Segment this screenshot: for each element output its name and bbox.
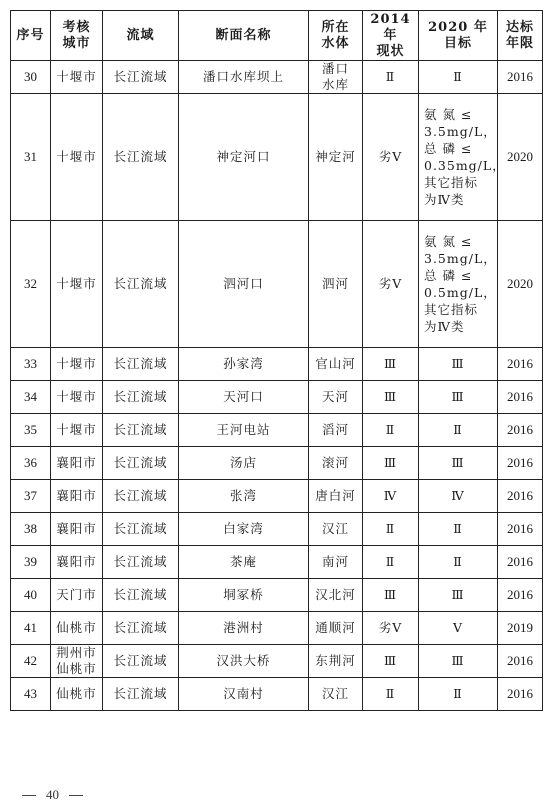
- cell-city: 十堰市: [51, 94, 103, 221]
- cell-water: 通顺河: [309, 612, 363, 645]
- cell-water: 汉北河: [309, 579, 363, 612]
- cell-section: 汉洪大桥: [179, 645, 309, 678]
- cell-status: Ⅲ: [363, 348, 419, 381]
- cell-no: 35: [11, 414, 51, 447]
- cell-basin: 长江流域: [103, 645, 179, 678]
- cell-basin: 长江流域: [103, 381, 179, 414]
- page-number: 40: [46, 787, 59, 802]
- cell-target: Ⅲ: [419, 381, 498, 414]
- cell-deadline: 2019: [498, 612, 543, 645]
- cell-status: 劣Ⅴ: [363, 221, 419, 348]
- cell-status: Ⅱ: [363, 513, 419, 546]
- cell-no: 43: [11, 678, 51, 711]
- cell-city: 十堰市: [51, 221, 103, 348]
- cell-target: Ⅲ: [419, 645, 498, 678]
- cell-water: 东荆河: [309, 645, 363, 678]
- cell-status: 劣Ⅴ: [363, 94, 419, 221]
- cell-target: Ⅱ: [419, 678, 498, 711]
- cell-no: 33: [11, 348, 51, 381]
- cell-status: 劣Ⅴ: [363, 612, 419, 645]
- cell-deadline: 2016: [498, 61, 543, 94]
- cell-basin: 长江流域: [103, 61, 179, 94]
- table-row: [11, 645, 543, 678]
- cell-target: Ⅱ: [419, 546, 498, 579]
- cell-deadline: 2020: [498, 94, 543, 221]
- cell-basin: 长江流域: [103, 414, 179, 447]
- cell-water: 滔河: [309, 414, 363, 447]
- table-row: [11, 612, 543, 645]
- cell-section: 张湾: [179, 480, 309, 513]
- cell-status: Ⅱ: [363, 678, 419, 711]
- water-quality-table: [10, 10, 543, 711]
- table-row: [11, 221, 543, 348]
- header-water: 所在 水体: [309, 11, 363, 61]
- cell-status: Ⅳ: [363, 480, 419, 513]
- cell-city: 襄阳市: [51, 513, 103, 546]
- table-body: [11, 61, 543, 711]
- cell-section: 泗河口: [179, 221, 309, 348]
- cell-no: 39: [11, 546, 51, 579]
- cell-water: 唐白河: [309, 480, 363, 513]
- cell-section: 茶庵: [179, 546, 309, 579]
- table-row: [11, 447, 543, 480]
- cell-target: Ⅱ: [419, 414, 498, 447]
- table-row: [11, 61, 543, 94]
- cell-target: Ⅲ: [419, 579, 498, 612]
- cell-water: 官山河: [309, 348, 363, 381]
- cell-city: 襄阳市: [51, 480, 103, 513]
- table-row: [11, 348, 543, 381]
- cell-no: 34: [11, 381, 51, 414]
- table-row: [11, 414, 543, 447]
- cell-status: Ⅲ: [363, 645, 419, 678]
- cell-section: 白家湾: [179, 513, 309, 546]
- cell-deadline: 2016: [498, 645, 543, 678]
- cell-no: 40: [11, 579, 51, 612]
- cell-city: 仙桃市: [51, 678, 103, 711]
- cell-basin: 长江流域: [103, 612, 179, 645]
- cell-target: 氨 氮 ≤ 3.5mg/L， 总 磷 ≤ 0.5mg/L， 其它指标 为Ⅳ类: [419, 221, 498, 348]
- cell-city: 襄阳市: [51, 447, 103, 480]
- footer-dash-left: [22, 795, 36, 796]
- cell-section: 汉南村: [179, 678, 309, 711]
- cell-target: 氨 氮 ≤ 3.5mg/L， 总 磷 ≤ 0.35mg/L， 其它指标 为Ⅳ类: [419, 94, 498, 221]
- table-row: [11, 546, 543, 579]
- header-city: 考核 城市: [51, 11, 103, 61]
- cell-deadline: 2020: [498, 221, 543, 348]
- cell-water: 天河: [309, 381, 363, 414]
- cell-water: 汉江: [309, 678, 363, 711]
- cell-section: 王河电站: [179, 414, 309, 447]
- cell-city: 天门市: [51, 579, 103, 612]
- header-target: 2020 年 目标: [419, 11, 498, 61]
- header-deadline: 达标 年限: [498, 11, 543, 61]
- cell-deadline: 2016: [498, 414, 543, 447]
- cell-basin: 长江流域: [103, 480, 179, 513]
- table-row: [11, 94, 543, 221]
- header-no: 序号: [11, 11, 51, 61]
- cell-target: Ⅲ: [419, 348, 498, 381]
- cell-no: 36: [11, 447, 51, 480]
- table-row: [11, 513, 543, 546]
- cell-target: Ⅱ: [419, 61, 498, 94]
- table-row: [11, 381, 543, 414]
- cell-section: 潘口水库坝上: [179, 61, 309, 94]
- cell-status: Ⅱ: [363, 61, 419, 94]
- cell-deadline: 2016: [498, 579, 543, 612]
- cell-status: Ⅲ: [363, 447, 419, 480]
- cell-city: 十堰市: [51, 381, 103, 414]
- cell-water: 滚河: [309, 447, 363, 480]
- cell-city: 荆州市 仙桃市: [51, 645, 103, 678]
- table-row: [11, 579, 543, 612]
- table-row: [11, 480, 543, 513]
- cell-no: 31: [11, 94, 51, 221]
- cell-deadline: 2016: [498, 513, 543, 546]
- header-status: 2014 年 现状: [363, 11, 419, 61]
- page-footer: [22, 787, 83, 803]
- cell-city: 十堰市: [51, 61, 103, 94]
- cell-section: 汤店: [179, 447, 309, 480]
- cell-basin: 长江流域: [103, 221, 179, 348]
- cell-water: 汉江: [309, 513, 363, 546]
- cell-section: 孙家湾: [179, 348, 309, 381]
- cell-target: Ⅳ: [419, 480, 498, 513]
- cell-basin: 长江流域: [103, 678, 179, 711]
- cell-basin: 长江流域: [103, 579, 179, 612]
- cell-deadline: 2016: [498, 447, 543, 480]
- cell-water: 泗河: [309, 221, 363, 348]
- cell-section: 天河口: [179, 381, 309, 414]
- cell-deadline: 2016: [498, 678, 543, 711]
- cell-target: Ⅲ: [419, 447, 498, 480]
- cell-no: 42: [11, 645, 51, 678]
- cell-target: Ⅱ: [419, 513, 498, 546]
- header-section: 断面名称: [179, 11, 309, 61]
- cell-water: 南河: [309, 546, 363, 579]
- cell-status: Ⅲ: [363, 381, 419, 414]
- cell-status: Ⅲ: [363, 579, 419, 612]
- cell-target: Ⅴ: [419, 612, 498, 645]
- cell-city: 十堰市: [51, 348, 103, 381]
- cell-no: 30: [11, 61, 51, 94]
- cell-city: 仙桃市: [51, 612, 103, 645]
- cell-no: 37: [11, 480, 51, 513]
- header-basin: 流域: [103, 11, 179, 61]
- cell-deadline: 2016: [498, 381, 543, 414]
- cell-city: 襄阳市: [51, 546, 103, 579]
- cell-basin: 长江流域: [103, 513, 179, 546]
- cell-section: 神定河口: [179, 94, 309, 221]
- cell-section: 垌冢桥: [179, 579, 309, 612]
- cell-basin: 长江流域: [103, 348, 179, 381]
- cell-no: 41: [11, 612, 51, 645]
- cell-deadline: 2016: [498, 348, 543, 381]
- cell-no: 32: [11, 221, 51, 348]
- cell-water: 潘口 水库: [309, 61, 363, 94]
- footer-dash-right: [69, 795, 83, 796]
- cell-status: Ⅱ: [363, 414, 419, 447]
- cell-status: Ⅱ: [363, 546, 419, 579]
- table-header-row: [11, 11, 543, 61]
- cell-city: 十堰市: [51, 414, 103, 447]
- cell-basin: 长江流域: [103, 94, 179, 221]
- cell-deadline: 2016: [498, 480, 543, 513]
- cell-deadline: 2016: [498, 546, 543, 579]
- cell-water: 神定河: [309, 94, 363, 221]
- table-row: [11, 678, 543, 711]
- cell-basin: 长江流域: [103, 447, 179, 480]
- cell-no: 38: [11, 513, 51, 546]
- cell-section: 港洲村: [179, 612, 309, 645]
- cell-basin: 长江流域: [103, 546, 179, 579]
